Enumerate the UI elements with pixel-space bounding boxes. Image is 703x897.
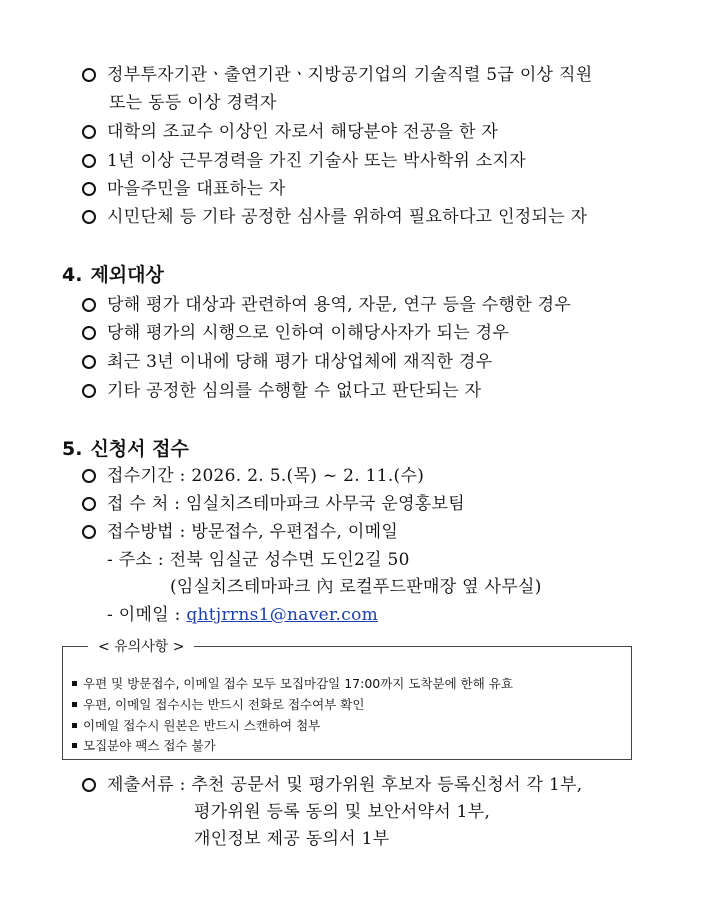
circle-bullet-icon: [82, 68, 96, 82]
square-bullet-icon: [72, 702, 77, 707]
notice-item: 모집분야 팩스 접수 불가: [72, 738, 216, 754]
circle-bullet-icon: [82, 497, 96, 511]
section-4-heading: 4. 제외대상: [62, 264, 164, 286]
circle-bullet-icon: [82, 326, 96, 340]
circle-bullet-icon: [82, 778, 96, 792]
circle-bullet-icon: [82, 384, 96, 398]
square-bullet-icon: [72, 723, 77, 728]
circle-bullet-icon: [82, 182, 96, 196]
circle-bullet-icon: [82, 525, 96, 539]
document-page: 정부투자기관ㆍ출연기관ㆍ지방공기업의 기술직렬 5급 이상 직원 또는 동등 이상 경력자 대학의 조교수 이상인 자로서 해당분야 전공을 한 자 1년 이상 근무경력을 가진 기술사 또는 박사학위 소지자 마을주민을 대표하는 자 시민단체 등 기타 공정한 심사를 위하여 필요하다고 인정되는 자 4. 제외대상 당해 평가 대상과 관련하여 용역, 자문, 연구 등을 수행한 경우 당해 평가의 시행으로 인하여 이해당사자가 되는 경우 최근 3년 이내에 당해 평가 대상업체에 재직한 경우 기타 공정한 심의를 수행할 수 없다고 판단되는 자 5. 신청서 접수 접수기간 : 2026. 2. 5.(목) ~ 2. 11.(수) 접 수 처 : 임실치즈테마파크 사무국 운영홍보팀 접수방법 : 방문접수, 우편접수, 이메일 - 주소 : 전북 임실군 성수면 도인2길 50 (임실치즈테마파크 內 로컬푸드판매장 옆 사무실) - 이메일 : qhtjrrns1@naver.com < 유의사항 > 우편 및 방문접수, 이메일 접수 모두 모집마감일 17:00까지 도착분에 한해 유효 우편, 이메일 접수시는 반드시 전화로 접수여부 확인 이메일 접수시 원본은 반드시 스캔하여 첨부 모집분야 팩스 접수 불가 제출서류 : 추천 공문서 및 평가위원 후보자 등록신청서 각 1부, 평가위원 등록 동의 및 보안서약서 1부, 개인정보 제공 동의서 1부: [0, 0, 703, 897]
notice-item: 이메일 접수시 원본은 반드시 스캔하여 첨부: [72, 718, 320, 734]
circle-bullet-icon: [82, 210, 96, 224]
circle-bullet-icon: [82, 125, 96, 139]
email-link[interactable]: qhtjrrns1@naver.com: [186, 605, 379, 625]
notice-title: < 유의사항 >: [88, 638, 194, 656]
circle-bullet-icon: [82, 355, 96, 369]
notice-item: 우편 및 방문접수, 이메일 접수 모두 모집마감일 17:00까지 도착분에 한해 유효: [72, 676, 513, 692]
square-bullet-icon: [72, 743, 77, 748]
circle-bullet-icon: [82, 154, 96, 168]
circle-bullet-icon: [82, 469, 96, 483]
square-bullet-icon: [72, 681, 77, 686]
section-5-heading: 5. 신청서 접수: [62, 438, 189, 460]
circle-bullet-icon: [82, 298, 96, 312]
notice-item: 우편, 이메일 접수시는 반드시 전화로 접수여부 확인: [72, 697, 364, 713]
